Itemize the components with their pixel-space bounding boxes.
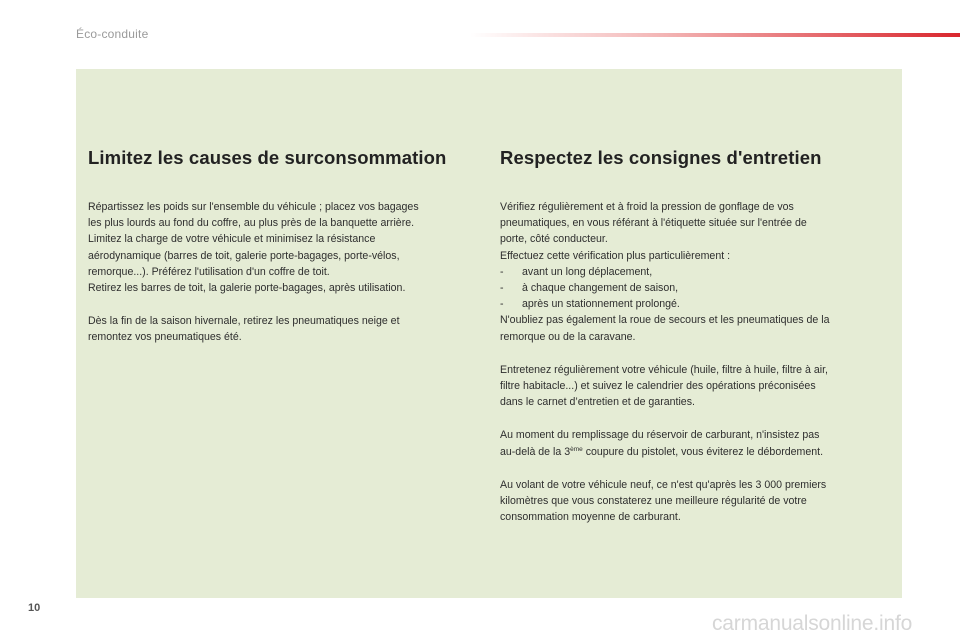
right-paragraph-1 — [500, 199, 890, 345]
left-heading: Limitez les causes de surconsommation — [88, 147, 447, 168]
text-line: aérodynamique (barres de toit, galerie porte-bagages, porte-vélos, — [88, 249, 400, 262]
left-column — [88, 147, 483, 363]
text-line: Au moment du remplissage du réservoir de carburant, n'insistez pas — [500, 429, 820, 442]
right-paragraph-3 — [500, 427, 890, 459]
right-paragraph-4 — [500, 477, 890, 526]
text-line: pneumatiques, en vous référant à l'étiquette située sur l'entrée de — [500, 217, 807, 230]
bullet-item — [500, 296, 890, 312]
text-line: porte, côté conducteur. — [500, 233, 608, 246]
content-panel — [76, 69, 902, 598]
text-line: remorque ou de la caravane. — [500, 330, 636, 343]
bullet-text: après un stationnement prolongé. — [522, 298, 680, 311]
header-accent-bar — [470, 33, 960, 37]
text-line: Entretenez régulièrement votre véhicule (huile, filtre à huile, filtre à air, — [500, 363, 828, 376]
watermark: carmanualsonline.info — [712, 612, 913, 635]
text-line: Limitez la charge de votre véhicule et minimisez la résistance — [88, 233, 376, 246]
text-line: consommation moyenne de carburant. — [500, 511, 681, 524]
page-number: 10 — [28, 602, 41, 614]
text-line: les plus lourds au fond du coffre, au plus près de la banquette arrière. — [88, 217, 415, 230]
dash-marker: - — [500, 282, 504, 295]
text-line: N'oubliez pas également la roue de secours et les pneumatiques de la — [500, 314, 830, 327]
text-fragment: coupure du pistolet, vous éviterez le débordement. — [582, 445, 824, 458]
text-line: Vérifiez régulièrement et à froid la pression de gonflage de vos — [500, 201, 794, 213]
text-line: Au volant de votre véhicule neuf, ce n'est qu'après les 3 000 premiers — [500, 478, 827, 491]
right-paragraph-2 — [500, 362, 890, 411]
text-line: kilomètres que vous constaterez une meilleure régularité de votre — [500, 495, 807, 508]
right-column — [500, 147, 890, 542]
bullet-text: avant un long déplacement, — [522, 265, 653, 278]
ordinal-superscript: ème — [570, 445, 583, 453]
text-line: Retirez les barres de toit, la galerie porte-bagages, après utilisation. — [88, 282, 406, 295]
section-title: Éco-conduite — [76, 27, 149, 41]
text-line: remorque...). Préférez l'utilisation d'un coffre de toit. — [88, 265, 330, 278]
text-line: dans le carnet d’entretien et de garanties. — [500, 396, 695, 409]
text-line: Répartissez les poids sur l'ensemble du véhicule ; placez vos bagages — [88, 201, 419, 213]
text-line: Dès la fin de la saison hivernale, retirez les pneumatiques neige et — [88, 315, 400, 328]
left-paragraph-2 — [88, 313, 483, 345]
left-paragraph-1 — [88, 199, 483, 296]
bullet-item — [500, 280, 890, 296]
text-line: Effectuez cette vérification plus particulièrement : — [500, 249, 731, 262]
text-fragment: au-delà de la 3 — [500, 445, 571, 458]
dash-marker: - — [500, 265, 504, 278]
text-line: filtre habitacle...) et suivez le calendrier des opérations préconisées — [500, 380, 816, 393]
bullet-text: à chaque changement de saison, — [522, 282, 679, 295]
text-line — [500, 444, 890, 460]
dash-marker: - — [500, 298, 504, 311]
text-line: remontez vos pneumatiques été. — [88, 331, 242, 344]
bullet-item — [500, 264, 890, 280]
right-heading: Respectez les consignes d'entretien — [500, 147, 822, 168]
